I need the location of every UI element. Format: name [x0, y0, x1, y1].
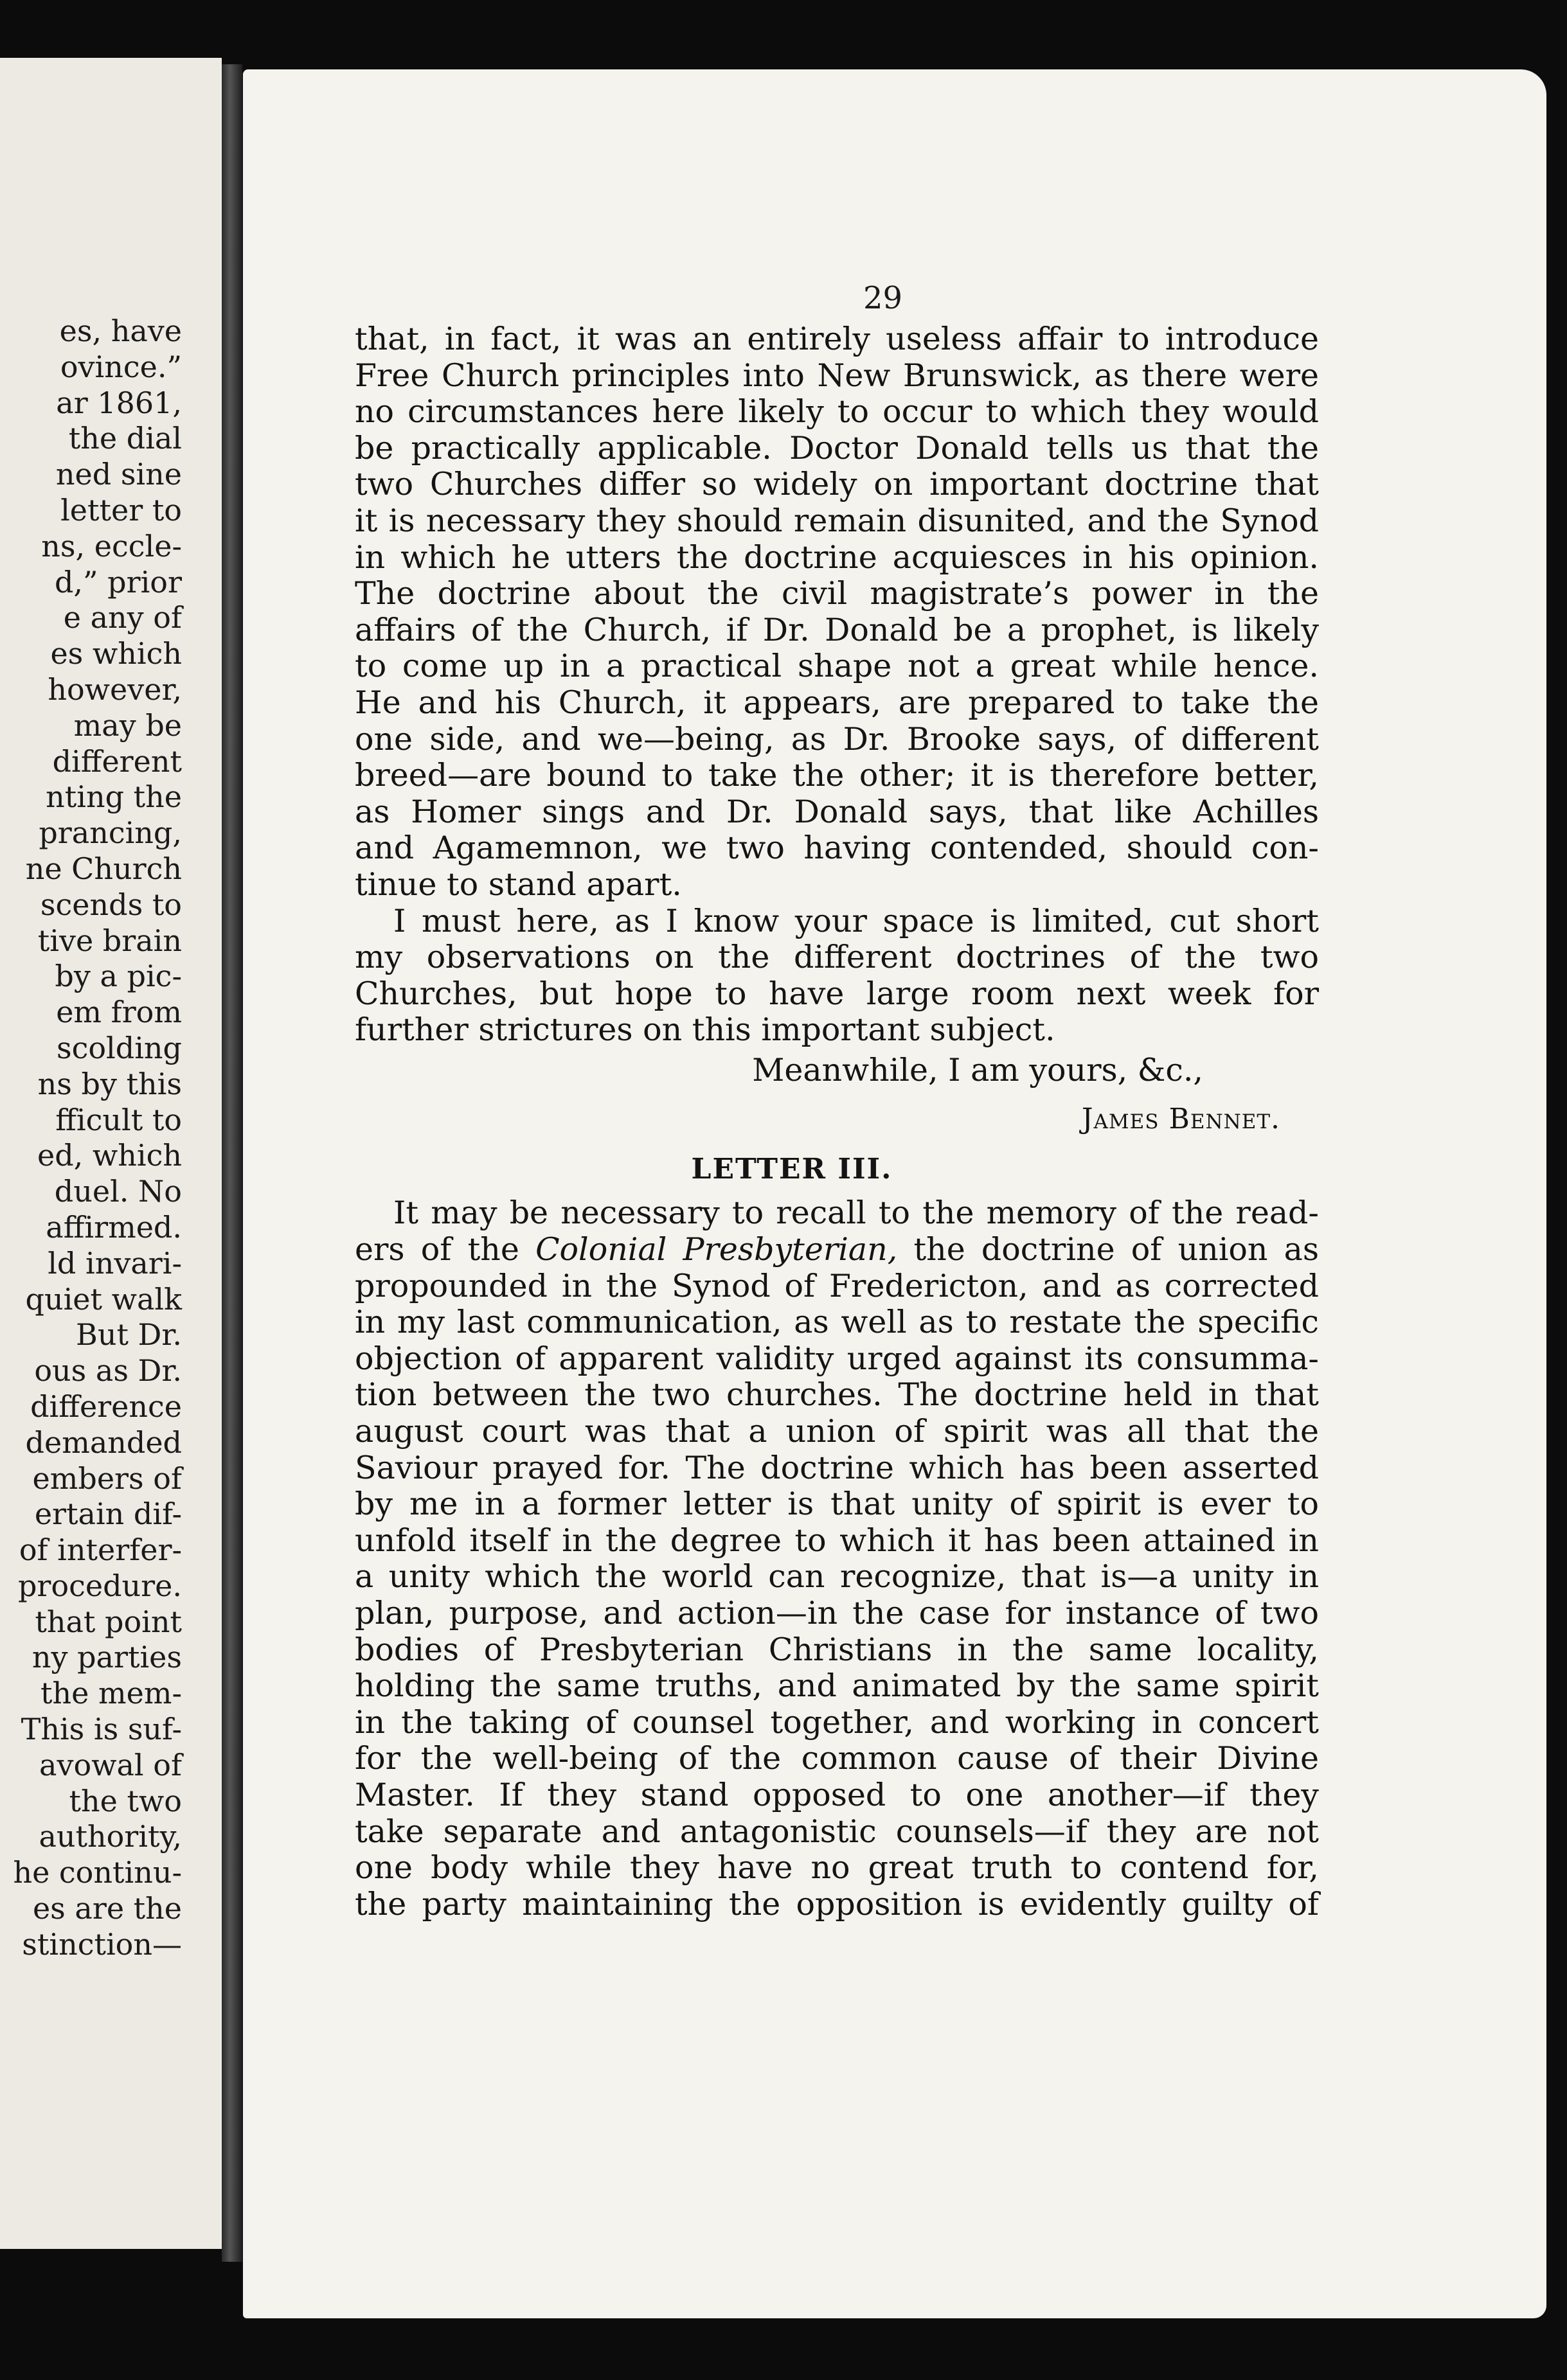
publication-title: Colonial Presbyterian,: [535, 1231, 898, 1268]
paragraph-line: objection of apparent validity urged against its consumma-: [355, 1340, 1319, 1377]
left-page-line: stinction—: [22, 1926, 182, 1962]
paragraph-line: it is necessary they should remain disunited, and the Synod: [355, 502, 1319, 539]
left-page-line: ertain dif-: [34, 1496, 182, 1532]
left-page-line: by a pic-: [55, 959, 182, 994]
left-page-line: ed, which: [37, 1138, 182, 1173]
letter-heading: LETTER III.: [691, 1153, 893, 1186]
left-page-line: of interfer-: [19, 1532, 182, 1568]
left-page-line: scolding: [56, 1030, 182, 1065]
paragraph-line: tinue to stand apart.: [355, 866, 682, 903]
left-page-line: tive brain: [37, 923, 182, 958]
paragraph-line: that, in fact, it was an entirely useless affair to introduce: [355, 321, 1319, 357]
page-body: [355, 321, 1319, 1923]
paragraph-line: in which he utters the doctrine acquiesces in his opinion.: [355, 538, 1319, 576]
left-page-line: ous as Dr.: [34, 1353, 182, 1389]
paragraph-line: the party maintaining the opposition is evidently guilty of: [355, 1885, 1319, 1923]
paragraph-line: It may be necessary to recall to the memory of the read-: [393, 1194, 1319, 1232]
left-page-line: ny parties: [31, 1640, 182, 1675]
paragraph-line: by me in a former letter is that unity of spirit is ever to: [355, 1486, 1319, 1523]
book-spine: [222, 64, 242, 2262]
paragraph-line: unfold itself in the degree to which it has been attained in: [355, 1522, 1319, 1559]
paragraph-line: I must here, as I know your space is limited, cut short: [393, 902, 1319, 939]
left-page-line: may be: [73, 707, 182, 743]
paragraph-line: no circumstances here likely to occur to which they would: [355, 393, 1319, 431]
left-page-line: em from: [56, 995, 182, 1030]
left-page-line: prancing,: [39, 815, 182, 851]
paragraph-line: a unity which the world can recognize, that is—a unity in: [355, 1558, 1319, 1595]
left-page-line: es, have: [59, 314, 182, 348]
paragraph-line: The doctrine about the civil magistrate’s power in the: [355, 575, 1319, 612]
paragraph-line: two Churches differ so widely on important doctrine that: [355, 466, 1319, 503]
paragraph-3: [355, 1195, 1319, 1923]
left-page-line: ne Church: [25, 851, 182, 886]
paragraph-line: one body while they have no great truth to contend for,: [355, 1849, 1319, 1887]
left-page-line: ned sine: [55, 457, 182, 492]
paragraph-line: my observations on the different doctrines of the two: [355, 939, 1319, 976]
paragraph-line: Free Church principles into New Brunswick, as there were: [355, 357, 1319, 394]
left-page-line: the two: [69, 1783, 182, 1818]
left-page-line: This is suf-: [21, 1712, 182, 1747]
paragraph-line: be practically applicable. Doctor Donald tells us that the: [355, 429, 1319, 466]
paragraph-line: plan, purpose, and action—in the case for instance of two: [355, 1595, 1319, 1631]
left-page-line: quiet walk: [25, 1281, 182, 1317]
left-page-line: however,: [48, 671, 182, 707]
page-number: 29: [863, 280, 903, 316]
left-page-line: es are the: [32, 1891, 182, 1926]
letter-author: James Bennet.: [1081, 1103, 1280, 1136]
text-run: the doctrine of union as: [897, 1231, 1320, 1268]
paragraph-line: tion between the two churches. The doctrine held in that: [355, 1376, 1319, 1414]
paragraph-line: Master. If they stand opposed to one another—if they: [355, 1776, 1319, 1813]
paragraph-line: He and his Church, it appears, are prepared to take the: [355, 684, 1319, 721]
paragraph-line: as Homer sings and Dr. Donald says, that like Achilles: [355, 793, 1319, 830]
paragraph-line: in the taking of counsel together, and working in concert: [355, 1703, 1319, 1741]
paragraph-line: to come up in a practical shape not a great while hence.: [355, 648, 1319, 685]
left-page-line: embers of: [32, 1461, 182, 1496]
text-run: ers of the: [355, 1231, 536, 1268]
paragraph-line: one side, and we—being, as Dr. Brooke says, of different: [355, 720, 1319, 758]
paragraph-line: propounded in the Synod of Fredericton, and as corrected: [355, 1267, 1319, 1304]
left-page-line: e any of: [63, 600, 182, 635]
paragraph-2: [355, 903, 1319, 1049]
left-page-fragment: [0, 58, 222, 2249]
left-page-line: ns by this: [37, 1066, 182, 1101]
paragraph-line: holding the same truths, and animated by the same spirit: [355, 1667, 1319, 1705]
paragraph-line: and Agamemnon, we two having contended, should con-: [355, 830, 1319, 867]
left-page-line: nting the: [46, 779, 182, 815]
paragraph-line: breed—are bound to take the other; it is therefore better,: [355, 757, 1319, 794]
left-page-line: the mem-: [40, 1676, 182, 1711]
paragraph-line: august court was that a union of spirit was all that the: [355, 1413, 1319, 1450]
left-page-line: avowal of: [39, 1747, 182, 1782]
left-page-line: ns, eccle-: [41, 528, 182, 564]
left-page-line: scends to: [40, 887, 182, 922]
left-page-line: authority,: [39, 1819, 182, 1854]
left-page-line: fficult to: [55, 1102, 182, 1137]
left-page-line: ar 1861,: [56, 385, 182, 420]
paragraph-line: take separate and antagonistic counsels—if they are not: [355, 1813, 1319, 1850]
paragraph-1: [355, 321, 1319, 903]
left-page-line: the dial: [68, 421, 182, 456]
left-page-line: different: [52, 743, 182, 779]
left-page-text: [13, 314, 182, 1963]
left-page-line: demanded: [25, 1425, 182, 1460]
paragraph-line: [355, 1232, 1319, 1268]
paragraph-line: in my last communication, as well as to restate the specific: [355, 1304, 1319, 1341]
left-page-line: ld invari-: [48, 1245, 182, 1281]
left-page-line: duel. No: [54, 1174, 182, 1209]
paragraph-line: for the well-being of the common cause of their Divine: [355, 1740, 1319, 1777]
left-page-line: ovince.”: [60, 349, 182, 384]
left-page-line: that point: [35, 1604, 182, 1639]
left-page-line: difference: [30, 1389, 182, 1424]
paragraph-line: bodies of Presbyterian Christians in the same locality,: [355, 1631, 1319, 1668]
left-page-line: affirmed.: [46, 1209, 182, 1245]
paragraph-line: Saviour prayed for. The doctrine which has been asserted: [355, 1449, 1319, 1486]
left-page-line: es which: [50, 636, 182, 671]
left-page-line: But Dr.: [76, 1317, 182, 1353]
paragraph-line: Churches, but hope to have large room next week for: [355, 975, 1319, 1012]
left-page-line: d,” prior: [54, 564, 182, 599]
left-page-line: procedure.: [17, 1568, 182, 1603]
paragraph-line: further strictures on this important subject.: [355, 1011, 1055, 1049]
left-page-line: letter to: [60, 492, 182, 528]
letter-signoff: Meanwhile, I am yours, &c.,: [752, 1051, 1203, 1088]
paragraph-line: affairs of the Church, if Dr. Donald be a prophet, is likely: [355, 611, 1319, 648]
left-page-line: he continu-: [13, 1855, 182, 1890]
